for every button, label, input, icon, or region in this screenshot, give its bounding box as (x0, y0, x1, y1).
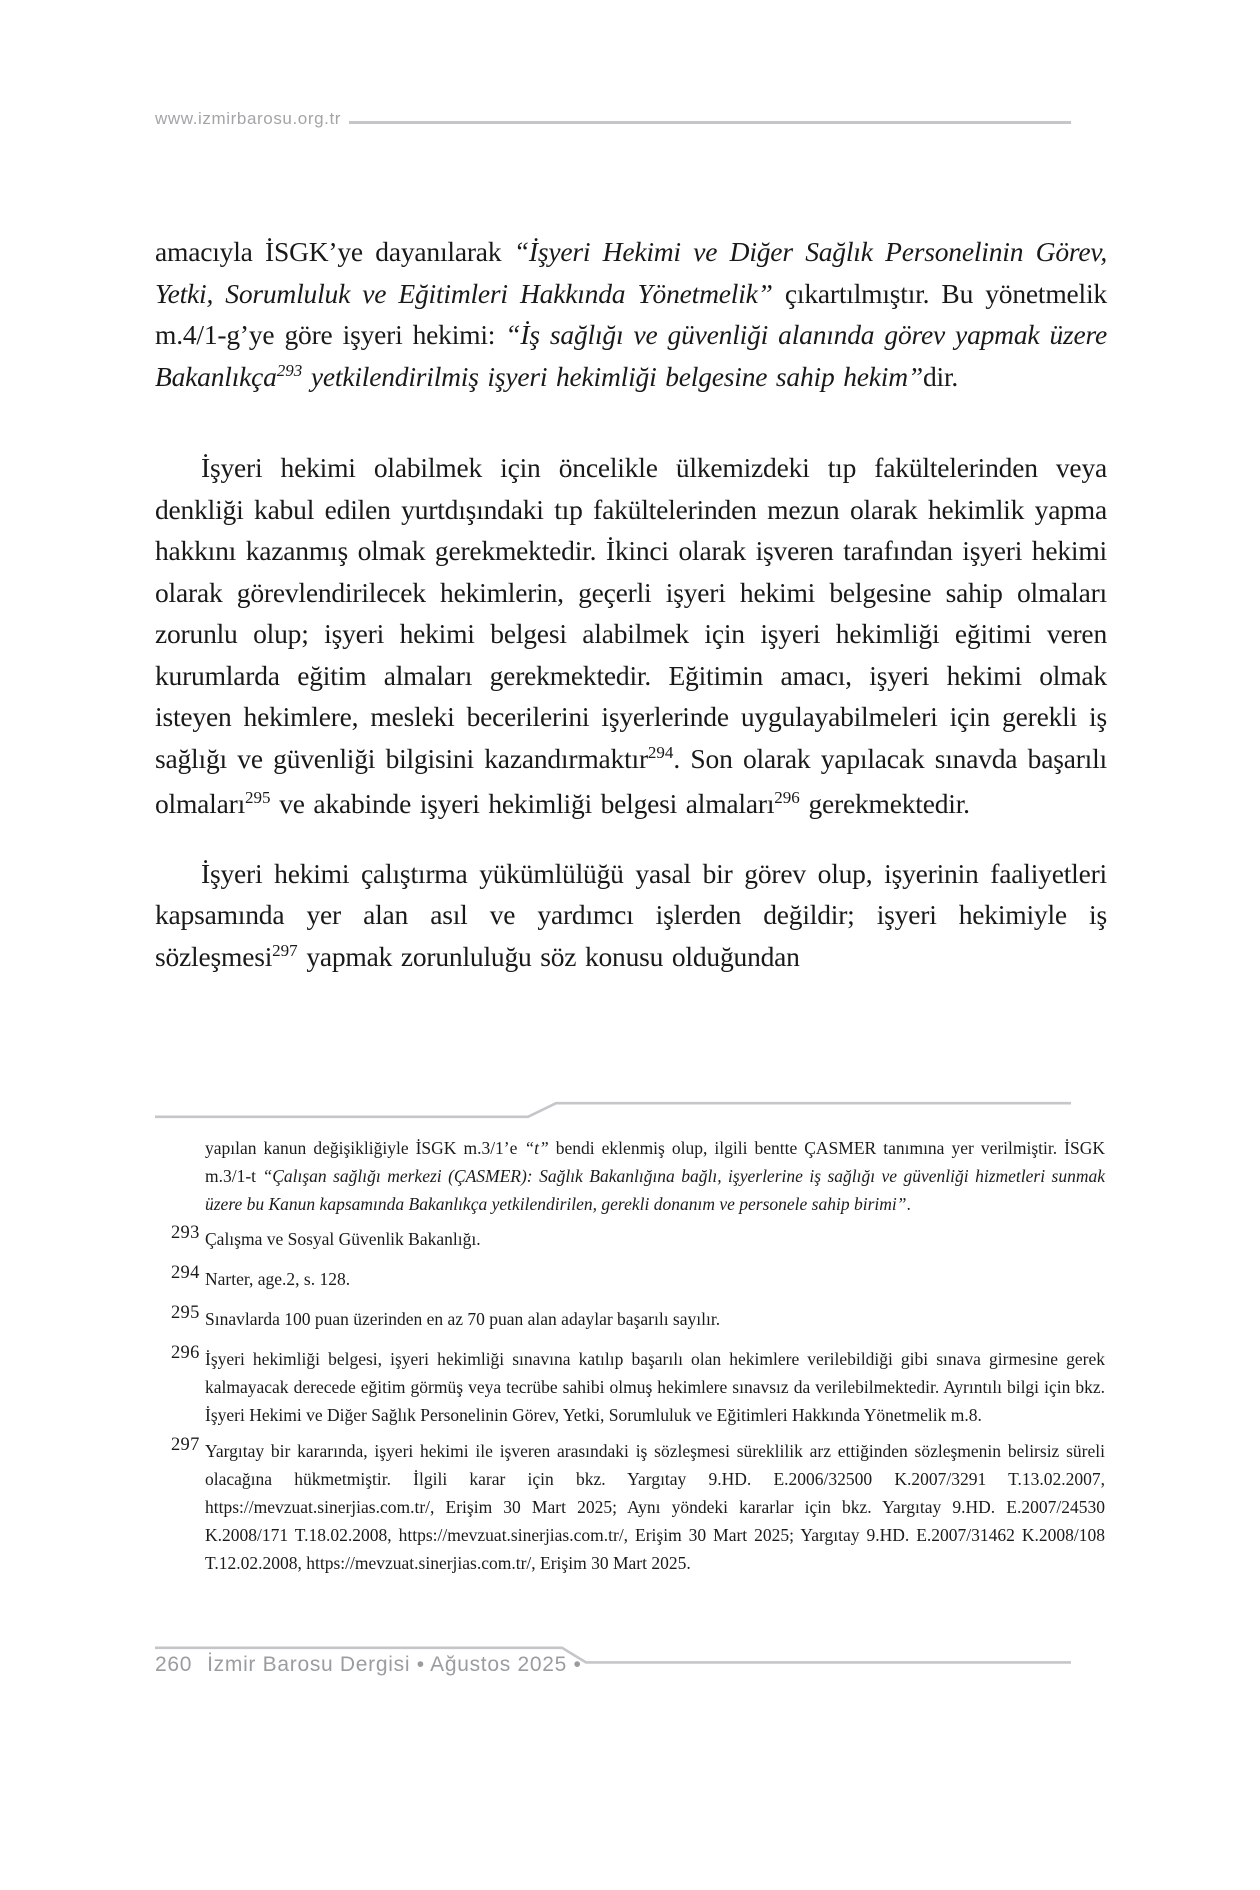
footnote-item-294 (171, 1263, 1105, 1293)
footnote-item-297 (171, 1435, 1105, 1577)
text-run: . Son olarak yapılacak sınavda başarılı olmaları (155, 742, 1107, 819)
footnote-text: Sınavlarda 100 puan üzerinden en az 70 puan alan adaylar başarılı sayılır. (205, 1309, 721, 1329)
footnote-ref-295: 295 (245, 788, 271, 807)
text-run: çıkartılmıştır. Bu yönetmelik m.4/1-g’ye göre işyeri hekimi: (155, 277, 1107, 350)
text-run: ve akabinde işyeri hekimliği belgesi almaları (270, 788, 775, 819)
regulation-title-italic: “İşyeri Hekimi ve Diğer Sağlık Personelinin Görev, Yetki, Sorumluluk ve Eğitimleri Hakkında Yönetmelik” (155, 236, 1107, 309)
footnote-item-295 (171, 1303, 1105, 1333)
body-paragraph-2 (155, 447, 1107, 829)
footnote-text: yapılan kanun değişikliğiyle İSGK m.3/1’e (205, 1138, 525, 1158)
text-run: amacıyla İSGK’ye dayanılarak (155, 236, 514, 267)
footnote-separator-rule (155, 1100, 1071, 1120)
footnote-ref-297: 297 (272, 940, 298, 960)
text-run: İşyeri hekimi çalıştırma yükümlülüğü yasal bir görev olup, işyerinin faaliyetleri kapsamında yer alan asıl ve yardımcı işlerden değildir; işyeri hekimiyle iş sözleşmesi (155, 857, 1107, 972)
body-text (155, 231, 1107, 981)
footnote-text: İşyeri hekimliği belgesi, işyeri hekimliği sınavına katılıp başarılı olan hekimlere verilebildiği gibi sınava girmesine gerek kalmayacak derecede eğitim görmüş veya tecrübe sahibi olmuş hekimlere sınavsız da verilebilmektedir. Ayrıntılı bilgi için bkz. İşyeri Hekimi ve Diğer Sağlık Personelinin Görev, Yetki, Sorumluluk ve Eğitimleri Hakkında Yönetmelik m.8. (205, 1349, 1105, 1425)
footnote-text: bendi eklenmiş olup, ilgili bentte ÇASMER tanımına yer verilmiştir. İSGK m.3/1-t (205, 1138, 1105, 1186)
quote-italic: “İş sağlığı ve güvenliği alanında görev yapmak üzere Bakanlıkça (155, 319, 1107, 392)
footnote-text-italic: “t” (524, 1138, 549, 1158)
footnotes-section (171, 1134, 1105, 1589)
text-run: yapmak zorunluluğu söz konusu olduğundan (297, 940, 800, 972)
footnote-text: Narter, age.2, s. 128. (205, 1269, 351, 1289)
footer-page-number: 260 (155, 1653, 193, 1676)
quote-italic: yetkilendirilmiş işyeri hekimliği belgesine sahip hekim” (302, 360, 923, 392)
footnote-item-293 (171, 1223, 1105, 1253)
footnote-text: Çalışma ve Sosyal Güvenlik Bakanlığı. (205, 1229, 481, 1249)
text-run: dir. (922, 360, 959, 392)
footnote-text: . (906, 1194, 911, 1214)
footnote-continuation (205, 1134, 1105, 1218)
footnote-number: 297 (171, 1435, 200, 1455)
footnote-ref-293: 293 (276, 360, 303, 380)
header-rule (349, 121, 1071, 124)
text-run: İşyeri hekimi olabilmek için öncelikle ülkemizdeki tıp fakültelerinden veya denkliği kabul edilen yurtdışındaki tıp fakültelerinden mezun olarak hekimlik yapma hakkını kazanmış olmak gerekmektedir. İkinci olarak işveren tarafından işyeri hekimi olarak görevlendirilecek hekimlerin, geçerli işyeri hekimi belgesine sahip olmaları zorunlu olup; işyeri hekimi belgesi alabilmek için işyeri hekimliği eğitimi veren kurumlarda eğitim almaları gerekmektedir. Eğitimin amacı, işyeri hekimi olmak isteyen hekimlere, mesleki becerilerini işyerlerinde uygulayabilmeleri için gerekli iş sağlığı ve güvenliği bilgisini kazandırmaktır (155, 452, 1107, 774)
footnote-number: 293 (171, 1223, 200, 1243)
footnote-number: 296 (171, 1343, 200, 1363)
footnote-number: 294 (171, 1263, 200, 1283)
body-paragraph-3 (155, 853, 1107, 982)
footnote-ref-296: 296 (774, 788, 800, 807)
text-run: gerekmektedir. (799, 788, 970, 819)
header-website-url: www.izmirbarosu.org.tr (155, 109, 342, 128)
footnote-quote-italic: “Çalışan sağlığı merkezi (ÇASMER): Sağlık Bakanlığına bağlı, işyerlerine iş sağlığı ve güvenliği hizmetleri sunmak üzere bu Kanun kapsamında Bakanlıkça yetkilendirilen, gerekli donanım ve personele sahip birimi” (205, 1166, 1105, 1214)
footnote-number: 295 (171, 1303, 200, 1323)
footnote-item-296 (171, 1343, 1105, 1429)
footer-journal-title: İzmir Barosu Dergisi • Ağustos 2025 • (207, 1653, 582, 1676)
footnote-text: Yargıtay bir kararında, işyeri hekimi ile işveren arasındaki iş sözleşmesi süreklilik arz ettiğinden sözleşmenin belirsiz süreli olacağına hükmetmiştir. İlgili karar için bkz. Yargıtay 9.HD. E.2006/32500 K.2007/3291 T.13.02.2007, https://mevzuat.sinerjias.com.tr/, Erişim 30 Mart 2025; Aynı yöndeki kararlar için bkz. Yargıtay 9.HD. E.2007/24530 K.2008/171 T.18.02.2008, https://mevzuat.sinerjias.com.tr/, Erişim 30 Mart 2025; Yargıtay 9.HD. E.2007/31462 K.2008/108 T.12.02.2008, https://mevzuat.sinerjias.com.tr/, Erişim 30 Mart 2025. (205, 1441, 1105, 1573)
body-paragraph-1 (155, 231, 1107, 401)
page-footer (155, 1653, 582, 1677)
footnote-ref-294: 294 (647, 742, 674, 762)
